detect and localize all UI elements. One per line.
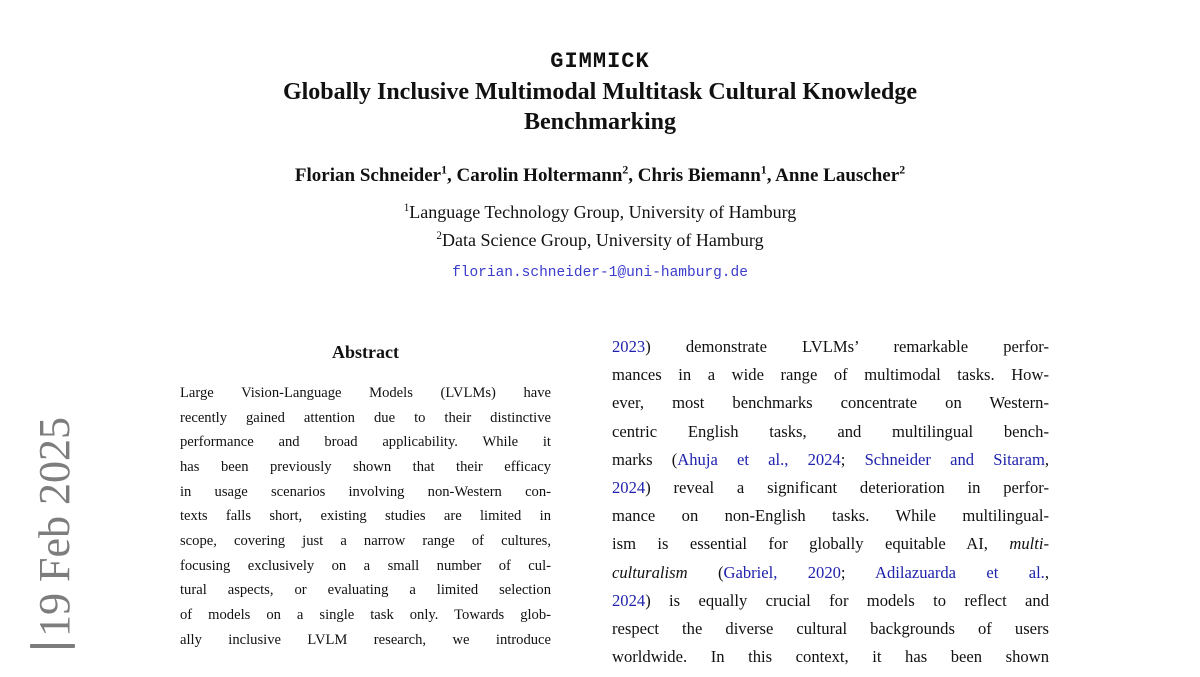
- text-line: recently gained attention due to their distinctive: [180, 409, 551, 426]
- text-span: , Anne Lauscher: [766, 165, 900, 186]
- superscript-marker: 2: [899, 163, 906, 177]
- citation-link[interactable]: 2024: [612, 478, 646, 498]
- superscript-marker: 2: [622, 163, 629, 177]
- affiliation-1: [0, 202, 1200, 223]
- text-span: ) demonstrate LVLMs’ remarkable perfor-: [645, 337, 1049, 356]
- citation-link[interactable]: 2023: [612, 337, 646, 356]
- text-span: Language Technology Group, University of Hamburg: [409, 202, 797, 222]
- text-span: ;: [840, 562, 875, 582]
- text-span: Florian Schneider: [294, 165, 442, 186]
- text-line: mances in a wide range of multimodal tasks. How-: [612, 365, 1049, 385]
- text-line: [612, 559, 1049, 587]
- superscript-marker: 1: [403, 202, 410, 214]
- text-span: , Chris Biemann: [628, 165, 761, 186]
- text-span: , Carolin Holtermann: [447, 165, 623, 186]
- email-link[interactable]: florian.schneider-1@uni-hamburg.de: [452, 265, 748, 281]
- title-line-1: Globally Inclusive Multimodal Multitask Cultural Knowledge: [282, 79, 918, 105]
- citation-link[interactable]: Gabriel, 2020: [723, 562, 841, 582]
- text-line: [612, 333, 1049, 361]
- text-line: ally inclusive LVLM research, we introduce: [180, 631, 551, 648]
- text-span: ,: [1044, 562, 1049, 582]
- text-span: ;: [840, 449, 865, 469]
- text-span: marks (: [612, 449, 678, 469]
- text-span: ism is essential for globally equitable AI,: [612, 534, 1010, 554]
- text-line: has been previously shown that their efficacy: [180, 458, 551, 475]
- text-line: [612, 474, 1049, 502]
- abstract-column: [180, 341, 551, 652]
- text-line: performance and broad applicability. While it: [180, 434, 551, 451]
- text-span: ) reveal a significant deterioration in perfor-: [645, 478, 1049, 498]
- text-line: respect the diverse cultural backgrounds of users: [612, 619, 1049, 639]
- paper-title: [0, 77, 1200, 137]
- text-line: tural aspects, or evaluating a limited selection: [180, 582, 551, 599]
- title-line-2: Benchmarking: [523, 109, 676, 135]
- text-line: in usage scenarios involving non-Western con-: [180, 483, 551, 500]
- citation-link[interactable]: Adilazuarda et al.: [874, 562, 1045, 582]
- text-span: Data Science Group, University of Hamburg: [441, 230, 764, 250]
- affiliation-2: [0, 230, 1200, 251]
- text-line: [612, 446, 1049, 474]
- citation-link[interactable]: Schneider and Sitaram: [864, 449, 1045, 469]
- citation-link[interactable]: Ahuja et al., 2024: [677, 449, 841, 469]
- superscript-marker: 1: [760, 163, 767, 177]
- email-row: [0, 263, 1200, 281]
- emphasis-text: multi-: [1009, 534, 1049, 554]
- text-line: ever, most benchmarks concentrate on Western-: [612, 393, 1049, 413]
- text-line: focusing exclusively on a small number of cul-: [180, 557, 551, 574]
- authors-line: [0, 165, 1200, 187]
- text-line: of models on a single task only. Towards glob-: [180, 606, 551, 623]
- text-line: mance on non-English tasks. While multilingual-: [612, 506, 1049, 526]
- abstract-body: [180, 381, 551, 652]
- text-line: Large Vision-Language Models (LVLMs) have: [180, 385, 551, 401]
- text-span: ,: [1044, 449, 1050, 469]
- text-span: ) is equally crucial for models to reflect and: [645, 590, 1049, 610]
- superscript-marker: 2: [436, 230, 442, 242]
- emphasis-text: culturalism: [612, 562, 688, 582]
- text-line: scope, covering just a narrow range of cultures,: [180, 532, 551, 549]
- text-line: [612, 530, 1049, 558]
- text-line: texts falls short, existing studies are limited in: [180, 508, 551, 525]
- watermark-fragment: [30, 644, 75, 648]
- abstract-heading: Abstract: [332, 342, 399, 362]
- text-line: worldwide. In this context, it has been shown: [612, 647, 1049, 667]
- text-line: centric English tasks, and multilingual bench-: [612, 421, 1049, 441]
- paper-kicker: GIMMICK: [550, 49, 650, 74]
- superscript-marker: 1: [441, 163, 447, 177]
- introduction-column: [612, 333, 1049, 671]
- text-line: [612, 587, 1049, 615]
- text-span: (: [687, 562, 724, 582]
- arxiv-date-watermark: 19 Feb 2025: [30, 417, 79, 637]
- citation-link[interactable]: 2024: [612, 590, 646, 610]
